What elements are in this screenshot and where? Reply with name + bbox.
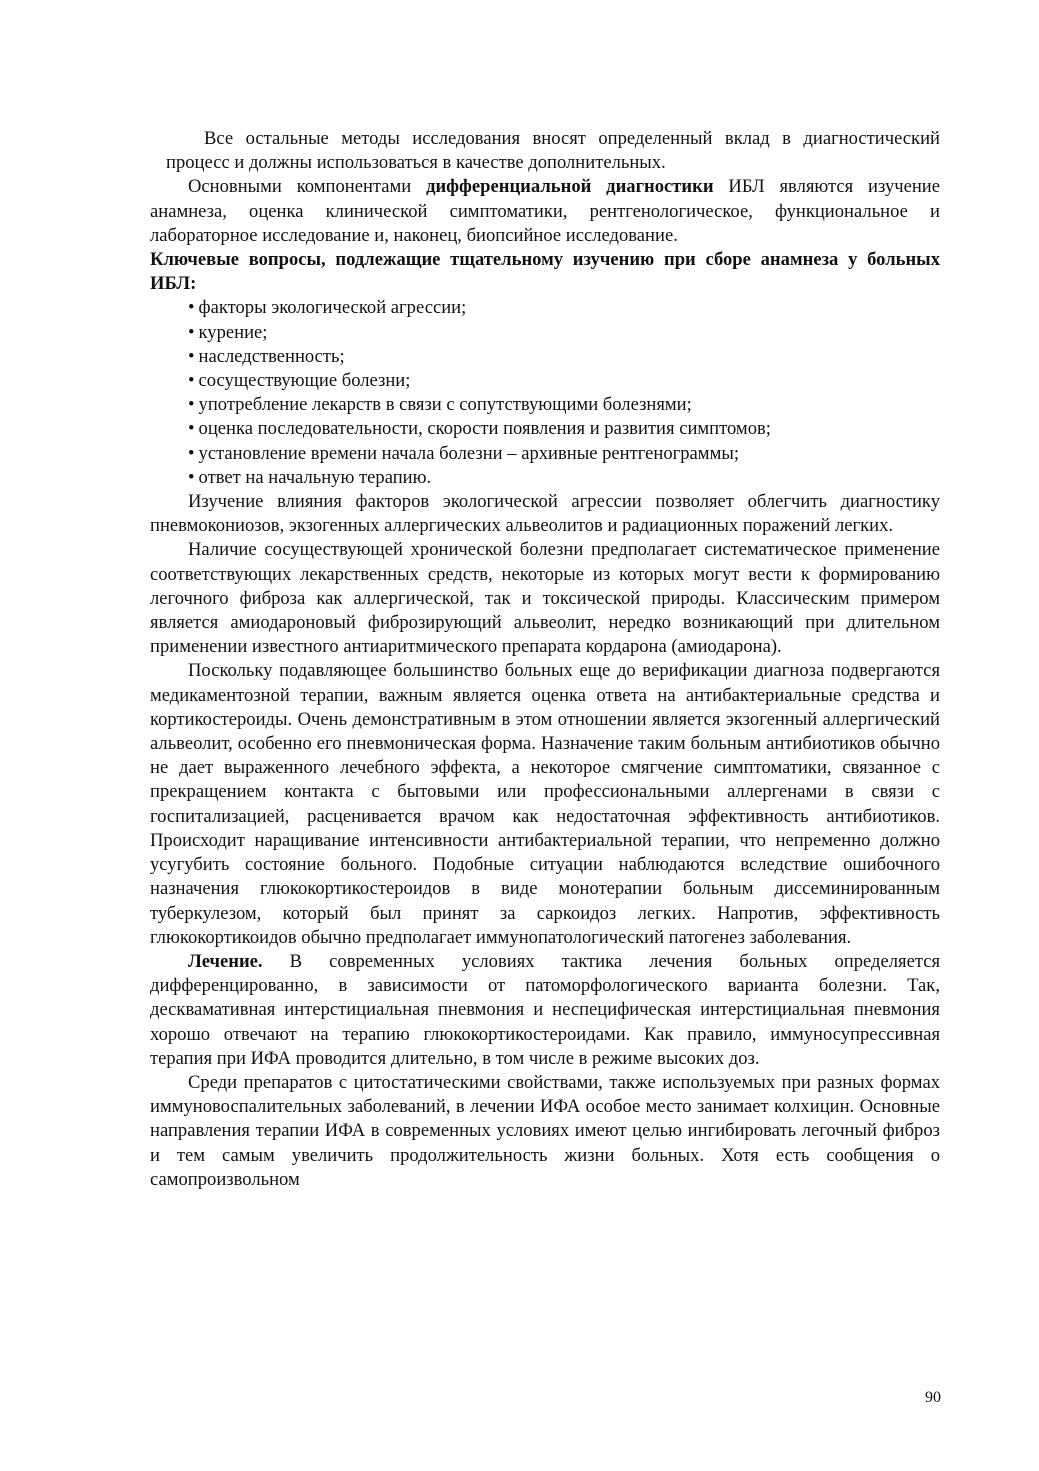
bullet-icon: • (188, 418, 195, 440)
list-item (188, 417, 940, 441)
paragraph-chronic-disease: Наличие сосуществующей хронической болезни предполагает систематическое применение соответствующих лекарственных средств, некоторые из которых могут вести к формированию легочного фиброза как аллергической, так и токсической природы. Классическим примером является амиодароновый фиброзирующий альвеолит, нередко возникающий при длительном применении известного антиаритмического препарата кордарона (амиодарона). (150, 539, 940, 658)
list-item-text: ответ на начальную терапию. (198, 466, 432, 488)
list-item-text: установление времени начала болезни – архивные рентгенограммы; (198, 442, 739, 464)
text-run: Основными компонентами (188, 176, 427, 198)
list-item-text: сосуществующие болезни; (198, 370, 411, 392)
list-item-text: факторы экологической агрессии; (198, 297, 467, 319)
list-item (188, 442, 940, 466)
paragraph-ecological-factors: Изучение влияния факторов экологической агрессии позволяет облегчить диагностику пневмокониозов, экзогенных аллергических альвеолитов и радиационных поражений легких. (150, 491, 940, 537)
paragraph-other-methods: Все остальные методы исследования вносят определенный вклад в диагностический процесс и должны использоваться в качестве дополнительных. (166, 128, 940, 174)
bullet-icon: • (188, 442, 195, 464)
bullet-icon: • (188, 321, 195, 343)
list-item-text: употребление лекарств в связи с сопутствующими болезнями; (198, 394, 692, 416)
bullet-icon: • (188, 297, 195, 319)
key-questions-list (150, 296, 940, 490)
list-item (188, 345, 940, 369)
list-item (188, 296, 940, 320)
paragraph-cytostatics: Среди препаратов с цитостатическими свойствами, также используемых при разных формах иммуновоспалительных заболеваний, в лечении ИФА особое место занимает колхицин. Основные направления терапии ИФА в современных условиях имеют целью ингибировать легочный фиброз и тем самым увеличить продолжительность жизни больных. Хотя есть сообщения о самопроизвольном (150, 1071, 940, 1190)
paragraph-differential-diagnosis (150, 175, 940, 248)
key-questions-heading: Ключевые вопросы, подлежащие тщательному изучению при сборе анамнеза у больных ИБЛ: (150, 249, 940, 295)
paragraph-treatment (150, 950, 940, 1071)
page-body (150, 127, 940, 1192)
list-item (188, 393, 940, 417)
bullet-icon: • (188, 394, 195, 416)
bullet-icon: • (188, 370, 195, 392)
list-item-text: курение; (198, 321, 268, 343)
bullet-icon: • (188, 466, 195, 488)
list-item-text: оценка последовательности, скорости появления и развития симптомов; (198, 418, 771, 440)
text-run: В современных условиях тактика лечения больных определяется дифференцированно, в зависимости от патоморфологического варианта болезни. Так, десквамативная интерстициальная пневмония и неспецифическая интерстициальная пневмония хорошо отвечают на терапию глюкокортикостероидами. Как правило, иммуносупрессивная терапия при ИФА проводится длительно, в том числе в режиме высоких доз. (150, 950, 940, 1069)
text-run: ИБЛ являются изучение анамнеза, оценка клинической симптоматики, рентгенологическое, функциональное и лабораторное исследование и, наконец, биопсийное исследование. (150, 176, 941, 246)
paragraph-drug-therapy-response: Поскольку подавляющее большинство больных еще до верификации диагноза подвергаются медикаментозной терапии, важным является оценка ответа на антибактериальные средства и кортикостероиды. Очень демонстративным в этом отношении является экзогенный аллергический альвеолит, особенно его пневмоническая форма. Назначение таким больным антибиотиков обычно не дает выраженного лечебного эффекта, а некоторое смягчение симптоматики, связанное с прекращением контакта с бытовыми или профессиональными аллергенами в связи с госпитализацией, расценивается врачом как недостаточная эффективность антибиотиков. Происходит наращивание интенсивности антибактериальной терапии, что непременно должно усугубить состояние больного. Подобные ситуации наблюдаются вследствие ошибочного назначения глюкокортикостероидов в виде монотерапии больным диссеминированным туберкулезом, который был принят за саркоидоз легких. Напротив, эффективность глюкокортикоидов обычно предполагает иммунопатологический патогенез заболевания. (150, 660, 940, 948)
list-item (188, 466, 940, 490)
term-differential-diagnosis: дифференциальной диагностики (426, 176, 714, 198)
page-number: 90 (925, 1389, 941, 1406)
bullet-icon: • (188, 345, 195, 367)
term-treatment: Лечение. (188, 950, 263, 972)
list-item (188, 321, 940, 345)
list-item-text: наследственность; (198, 345, 345, 367)
list-item (188, 369, 940, 393)
